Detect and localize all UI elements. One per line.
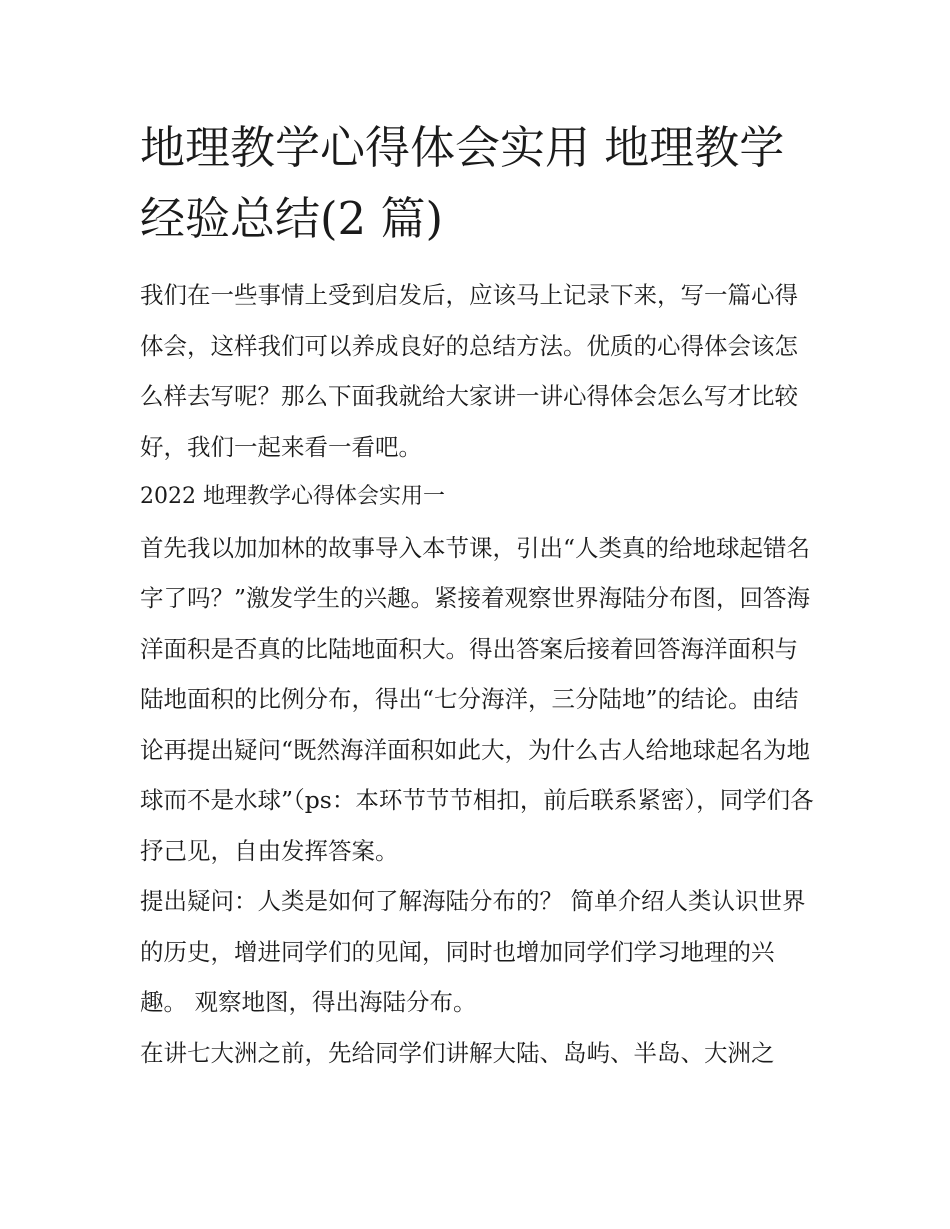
document-title: 地理教学心得体会实用 地理教学经验总结(2 篇) <box>140 121 785 245</box>
body-paragraph-2: 提出疑问：人类是如何了解海陆分布的？ 简单介绍人类认识世界的历史，增进同学们的见闻，同时也增加同学们学习地理的兴趣。 观察地图，得出海陆分布。 <box>140 887 806 1016</box>
body-paragraph-3: 在讲七大洲之前，先给同学们讲解大陆、岛屿、半岛、大洲之 <box>140 1038 775 1067</box>
document-body <box>140 112 815 1078</box>
body-paragraph-1: 首先我以加加林的故事导入本节课，引出“人类真的给地球起错名字了吗？”激发学生的兴趣。紧接着观察世界海陆分布图，回答海洋面积是否真的比陆地面积大。得出答案后接着回答海洋面积与陆地面积的比例分布，得出“七分海洋，三分陆地”的结论。由结论再提出疑问“既然海洋面积如此大，为什么古人给地球起名为地球而不是水球”（ps：本环节节节相扣，前后联系紧密），同学们各抒己见，自由发挥答案。 <box>140 533 814 865</box>
intro-paragraph: 我们在一些事情上受到启发后，应该马上记录下来，写一篇心得体会，这样我们可以养成良好的总结方法。优质的心得体会该怎么样去写呢？那么下面我就给大家讲一讲心得体会怎么写才比较好，我们一起来看一看吧。 <box>140 281 798 461</box>
section-heading: 2022 地理教学心得体会实用一 <box>140 484 445 509</box>
